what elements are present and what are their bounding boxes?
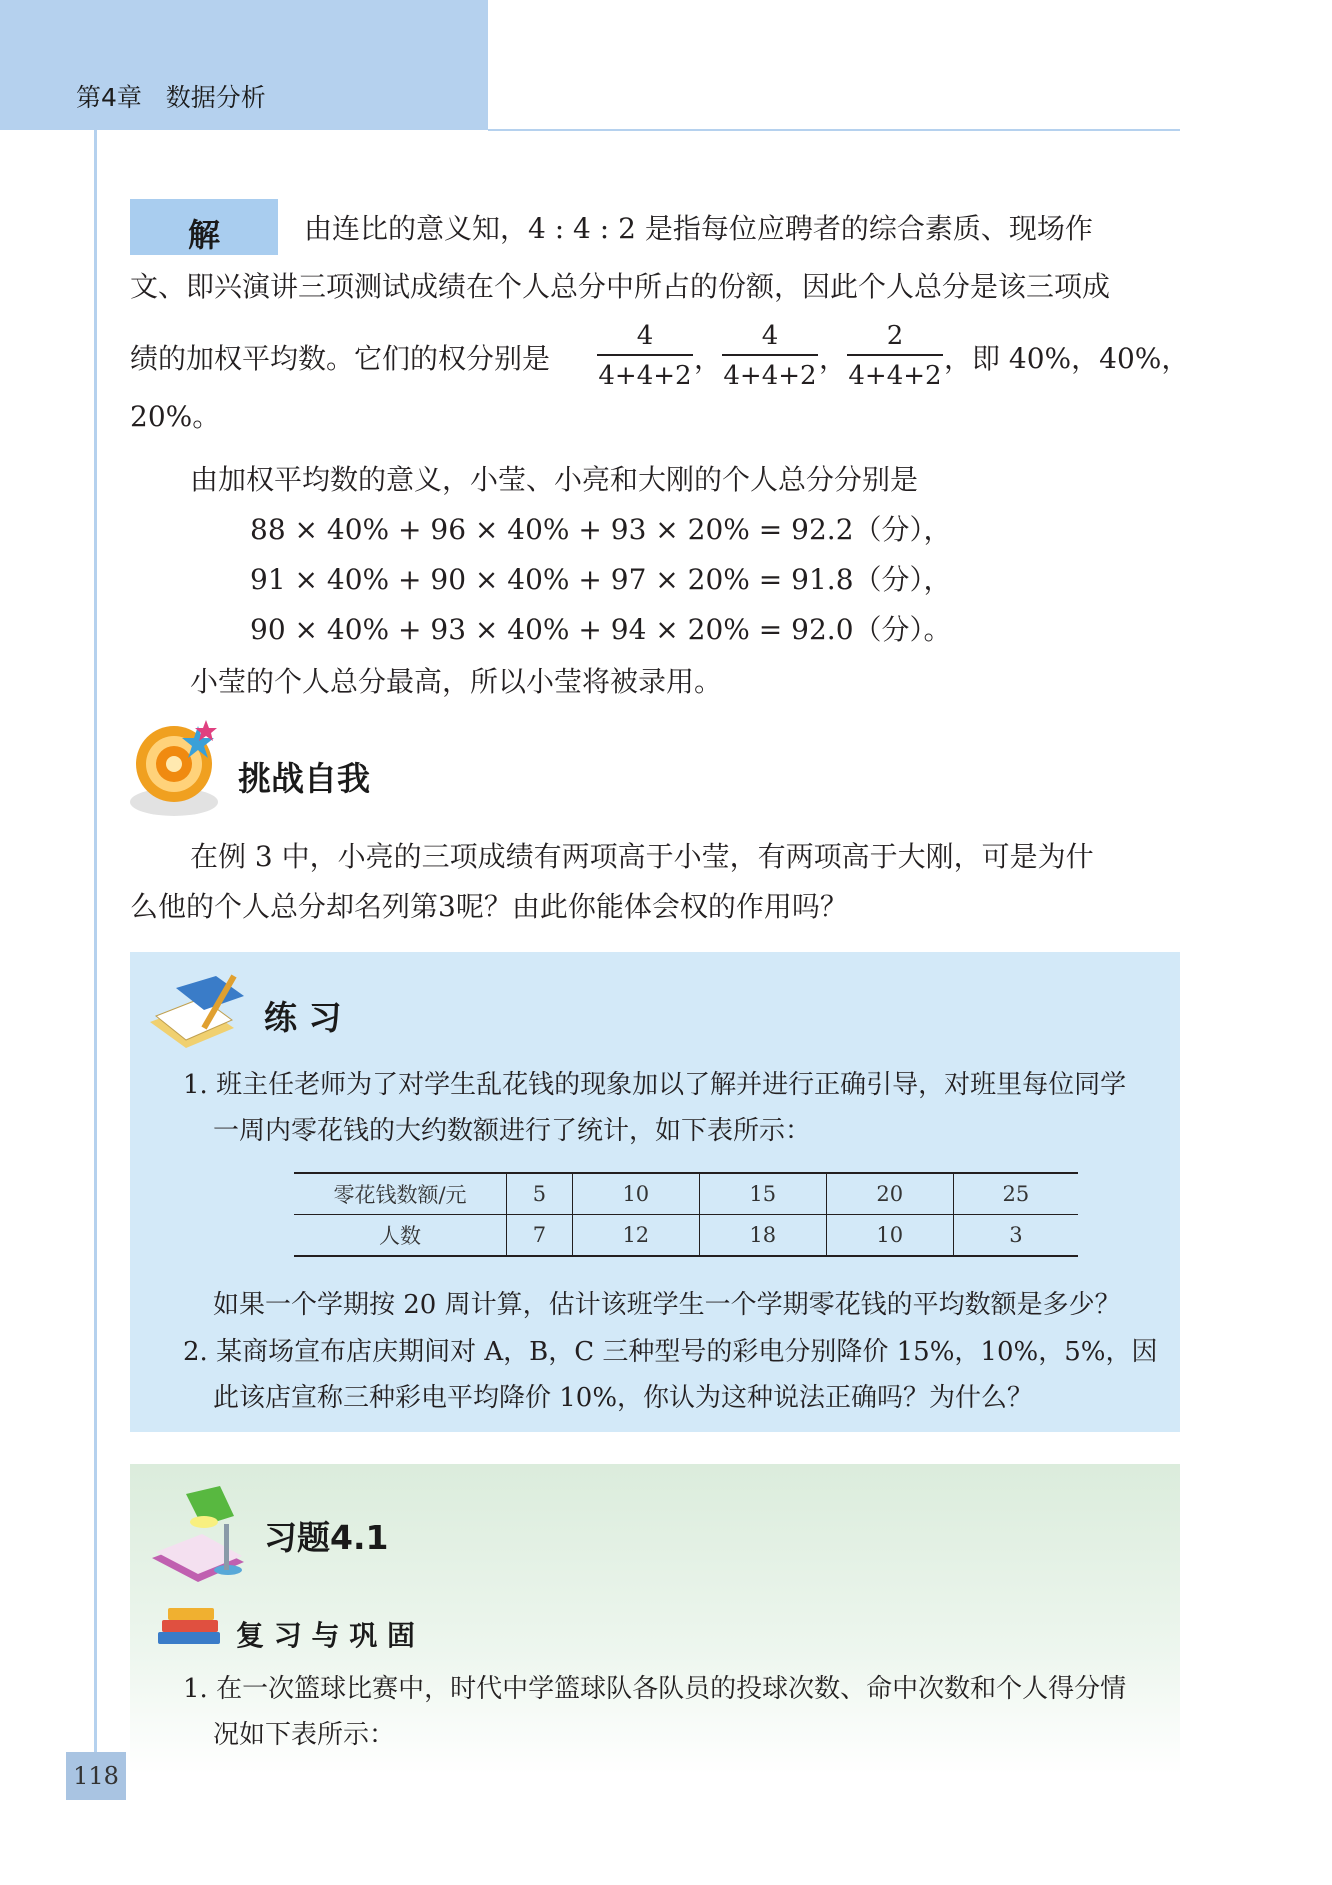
equation-dagang: 90 × 40% + 93 × 40% + 94 × 20% = 92.0（分）。 xyxy=(250,613,952,646)
equation-xiaoliang: 91 × 40% + 90 × 40% + 97 × 20% = 91.8（分）， xyxy=(250,563,952,596)
fraction-separator: ， xyxy=(694,342,723,375)
weight-fraction-2 xyxy=(722,320,818,392)
fraction-bar xyxy=(847,354,943,356)
books-stack-icon xyxy=(154,1604,226,1648)
weight-fraction-3 xyxy=(847,320,943,392)
chapter-number: 第4章 xyxy=(76,83,142,112)
exercise-q1-line-2: 况如下表所示： xyxy=(213,1720,396,1750)
lamp-book-icon xyxy=(146,1484,250,1588)
fraction-numerator: 2 xyxy=(886,321,904,351)
table-header-cell: 人数 xyxy=(294,1215,507,1257)
target-icon xyxy=(128,718,224,822)
challenge-line-1: 在例 3 中，小亮的三项成绩有两项高于小莹，有两项高于大刚，可是为什 xyxy=(190,840,1094,873)
exercise-subtitle: 复 习 与 巩 固 xyxy=(236,1619,415,1652)
solution-line-3-suffix: ，即 40%，40%， xyxy=(944,342,1190,375)
table-cell: 25 xyxy=(953,1173,1078,1215)
page-number: 118 xyxy=(73,1762,119,1790)
solution-line-3-prefix: 绩的加权平均数。它们的权分别是 xyxy=(130,342,551,375)
header-rule xyxy=(488,129,1180,131)
solution-label: 解 xyxy=(187,216,220,254)
fraction-bar xyxy=(597,354,693,356)
challenge-line-2: 么他的个人总分却名列第3呢？由此你能体会权的作用吗？ xyxy=(130,890,848,923)
fraction-denominator: 4+4+2 xyxy=(723,361,817,391)
exercise-q1-line-1: 1. 在一次篮球比赛中，时代中学篮球队各队员的投球次数、命中次数和个人得分情 xyxy=(183,1674,1127,1704)
practice-q1-line-2: 一周内零花钱的大约数额进行了统计，如下表所示： xyxy=(213,1116,812,1146)
practice-q2-line-1: 2. 某商场宣布店庆期间对 A，B，C 三种型号的彩电分别降价 15%，10%，5%，因 xyxy=(183,1337,1158,1367)
notebook-pencil-icon xyxy=(146,970,250,1054)
practice-q2-line-2: 此该店宣称三种彩电平均降价 10%，你认为这种说法正确吗？为什么？ xyxy=(213,1383,1034,1413)
solution-line-1: 由连比的意义知，4 : 4 : 2 是指每位应聘者的综合素质、现场作 xyxy=(304,212,1093,245)
table-cell: 7 xyxy=(507,1215,573,1257)
weight-fraction-1 xyxy=(597,320,693,392)
equation-xiaoying: 88 × 40% + 96 × 40% + 93 × 20% = 92.2（分）， xyxy=(250,513,952,546)
table-cell: 15 xyxy=(699,1173,826,1215)
table-cell: 5 xyxy=(507,1173,573,1215)
practice-title: 练 习 xyxy=(264,998,342,1037)
challenge-title: 挑战自我 xyxy=(238,759,370,798)
table-cell: 18 xyxy=(699,1215,826,1257)
table-cell: 3 xyxy=(953,1215,1078,1257)
fraction-denominator: 4+4+2 xyxy=(848,361,942,391)
table-cell: 20 xyxy=(826,1173,953,1215)
fraction-separator: ， xyxy=(819,342,848,375)
table-cell: 12 xyxy=(572,1215,699,1257)
table-row xyxy=(294,1173,1078,1215)
table-cell: 10 xyxy=(572,1173,699,1215)
fraction-denominator: 4+4+2 xyxy=(598,361,692,391)
solution-intro: 由加权平均数的意义，小莹、小亮和大刚的个人总分分别是 xyxy=(190,463,919,496)
table-header-cell: 零花钱数额/元 xyxy=(294,1173,507,1215)
exercise-title: 习题4.1 xyxy=(264,1518,389,1557)
practice-q1-after: 如果一个学期按 20 周计算，估计该班学生一个学期零花钱的平均数额是多少？ xyxy=(213,1290,1121,1320)
fraction-bar xyxy=(722,354,818,356)
fraction-numerator: 4 xyxy=(761,321,779,351)
margin-rule xyxy=(94,130,97,1770)
fraction-numerator: 4 xyxy=(636,321,654,351)
table-cell: 10 xyxy=(826,1215,953,1257)
table-row xyxy=(294,1215,1078,1257)
solution-conclusion: 小莹的个人总分最高，所以小莹将被录用。 xyxy=(190,665,723,698)
solution-line-4: 20%。 xyxy=(130,400,221,433)
chapter-header xyxy=(76,78,266,114)
chapter-title: 数据分析 xyxy=(165,83,266,112)
pocket-money-table xyxy=(294,1172,1078,1257)
practice-q1-line-1: 1. 班主任老师为了对学生乱花钱的现象加以了解并进行正确引导，对班里每位同学 xyxy=(183,1070,1127,1100)
solution-line-2: 文、即兴演讲三项测试成绩在个人总分中所占的份额，因此个人总分是该三项成 xyxy=(130,270,1111,303)
